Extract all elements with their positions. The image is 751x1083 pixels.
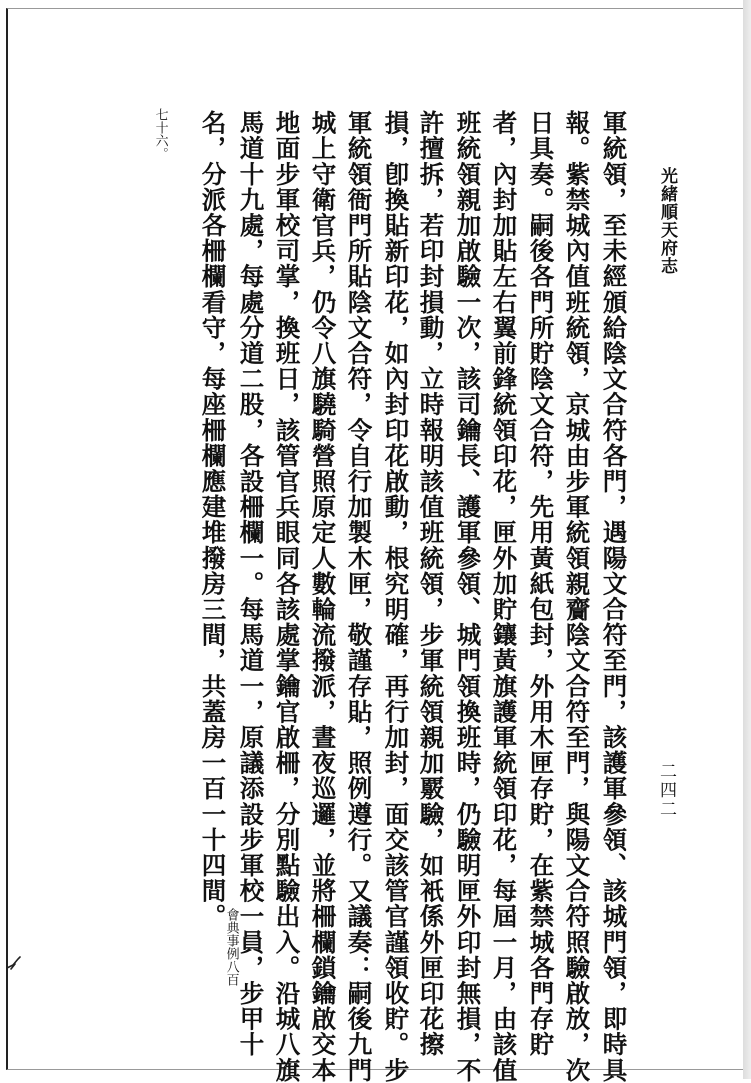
text-line-12: 名，分派各柵欄看守，每座柵欄應建堆撥房三間，共蓋房一百一十四間。	[198, 110, 228, 930]
text-line-10: 地面步軍校司掌，換班日，該管官兵眼同各該處掌鑰官啟柵，分別點驗出入。沿城八旗	[272, 110, 302, 1083]
page-edge	[743, 0, 751, 1079]
text-line-2: 報。紫禁城內值班統領，京城由步軍統領親齎陰文合符至門，與陽文合符照驗啟放，次	[562, 110, 592, 1083]
text-line-8: 軍統領衙門所貼陰文合符，令自行加製木匣，敬謹存貼，照例遵行。又議奏：嗣後九門	[344, 110, 374, 1083]
ink-mark	[6, 956, 22, 970]
text-line-11: 馬道十九處，每處分道二股，各設柵欄一。每馬道一，原議添設步軍校一員，步甲十	[236, 110, 266, 1058]
page-number: 二四二	[656, 762, 676, 819]
annotation-note: 會典事例八百	[223, 908, 239, 986]
page-border	[6, 8, 746, 1070]
text-line-6: 許擅拆，若印封損動，立時報明該值班統領，步軍統領親加覈驗，如衹係外匣印花擦	[416, 110, 446, 1058]
text-line-7: 損，卽換貼新印花，如內封印花啟動，根究明確，再行加封，面交該管官謹領收貯。步	[381, 110, 411, 1083]
text-line-1: 軍統領，至未經頒給陰文合符各門，遇陽文合符至門，該護軍參領、該城門領，即時具	[599, 110, 629, 1083]
text-line-3: 日具奏。嗣後各門所貯陰文合符，先用黃紙包封，外用木匣存貯，在紫禁城各門存貯	[526, 110, 556, 1058]
text-line-9: 城上守衛官兵，仍令八旗驍騎營照原定人數輪流撥派，晝夜巡邏，並將柵欄鎖鑰啟交本	[308, 110, 338, 1083]
annotation-note: 七十六。	[152, 108, 168, 160]
text-line-4: 者，內封加貼左右翼前鋒統領印花，匣外加貯鑲黃旗護軍統領印花，每屆一月，由該值	[489, 110, 519, 1083]
running-title: 光緒順天府志	[657, 167, 677, 275]
text-line-5: 班統領親加啟驗一次，該司鑰長、護軍參領、城門領換班時，仍驗明匣外印封無損，不	[453, 110, 483, 1083]
